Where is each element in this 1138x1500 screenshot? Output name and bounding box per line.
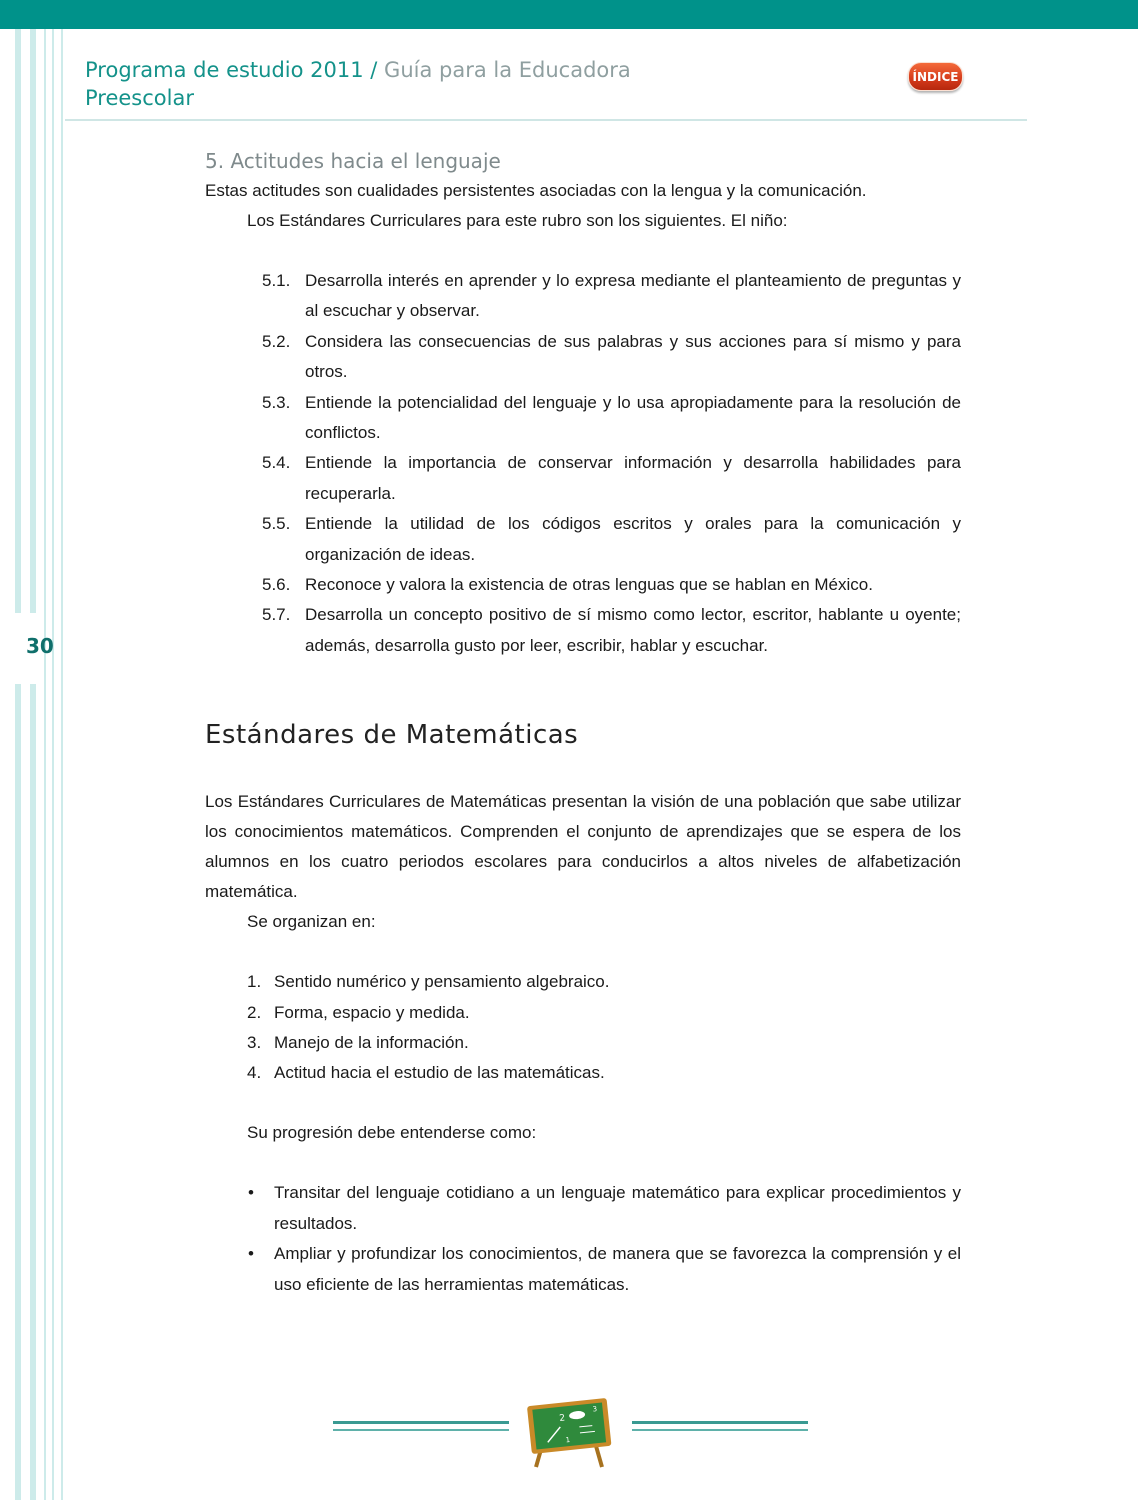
svg-text:1: 1 — [565, 1435, 571, 1445]
list-item: • Transitar del lenguaje cotidiano a un lenguaje matemático para explicar procedimientos y resultados. — [248, 1183, 961, 1233]
list-item: 5.4. Entiende la importancia de conservar información y desarrolla habilidades para recuperarla. — [262, 453, 961, 503]
progression-label: Su progresión debe entenderse como: — [247, 1123, 537, 1143]
section5-lead: Los Estándares Curriculares para este rubro son los siguientes. El niño: — [247, 211, 788, 230]
section5-intro: Estas actitudes son cualidades persistentes asociadas con la lengua y la comunicación. — [205, 181, 867, 200]
list-item: 1. Sentido numérico y pensamiento algebraico. — [247, 972, 610, 992]
list-item: • Ampliar y profundizar los conocimientos, de manera que se favorezca la comprensión y el uso eficiente de las herramientas matemáticas. — [248, 1244, 961, 1294]
math-list — [205, 967, 961, 1088]
program-title: Programa de estudio 2011 / — [85, 58, 378, 82]
list-item: 5.5. Entiende la utilidad de los códigos escritos y orales para la comunicación y organización de ideas. — [262, 514, 961, 564]
math-heading: Estándares de Matemáticas — [205, 720, 579, 751]
top-bar — [0, 0, 1138, 29]
level-title: Preescolar — [85, 86, 194, 110]
list-item: 5.1. Desarrolla interés en aprender y lo expresa mediante el planteamiento de preguntas y al escuchar y observar. — [262, 271, 961, 321]
list-item: 5.3. Entiende la potencialidad del lenguaje y lo usa apropiadamente para la resolución de conflictos. — [262, 392, 961, 443]
organize-label: Se organizan en: — [247, 912, 376, 932]
list-item: 5.6. Reconoce y valora la existencia de otras lenguas que se hablan en México. — [262, 575, 873, 595]
main-content — [205, 146, 961, 1300]
math-paragraph: Los Estándares Curriculares de Matemáticas presentan la visión de una población que sabe utilizar los conocimientos matemáticos. Comprenden el conjunto de aprendizajes que se espera de los alumnos en los cuatro periodos escolares para conducirlos a altos niveles de alfabetización matemática. — [205, 792, 961, 902]
index-button[interactable]: ÍNDICE — [908, 62, 963, 91]
section5-title: 5. Actitudes hacia el lenguaje — [205, 149, 501, 173]
page-header — [85, 56, 631, 112]
list-item: 3. Manejo de la información. — [247, 1032, 469, 1052]
footer-rule-right — [632, 1421, 808, 1436]
list-item: 4. Actitud hacia el estudio de las matemáticas. — [247, 1063, 605, 1083]
chalkboard-icon — [524, 1396, 614, 1473]
list-item: 2. Forma, espacio y medida. — [247, 1002, 470, 1022]
footer-rule-left — [333, 1421, 509, 1436]
list-item: 5.2. Considera las consecuencias de sus palabras y sus acciones para sí mismo y para otros. — [262, 331, 961, 382]
svg-text:2: 2 — [558, 1413, 566, 1424]
guide-title: Guía para la Educadora — [384, 58, 631, 82]
page-number: 30 — [26, 634, 54, 658]
svg-text:3: 3 — [592, 1405, 598, 1414]
header-divider — [65, 119, 1027, 121]
list-item: 5.7. Desarrolla un concepto positivo de sí mismo como lector, escritor, hablante u oyente; además, desarrolla gusto por leer, escribir, hablar y escuchar. — [262, 605, 961, 655]
standards-list — [205, 266, 961, 661]
progression-list — [205, 1178, 961, 1300]
